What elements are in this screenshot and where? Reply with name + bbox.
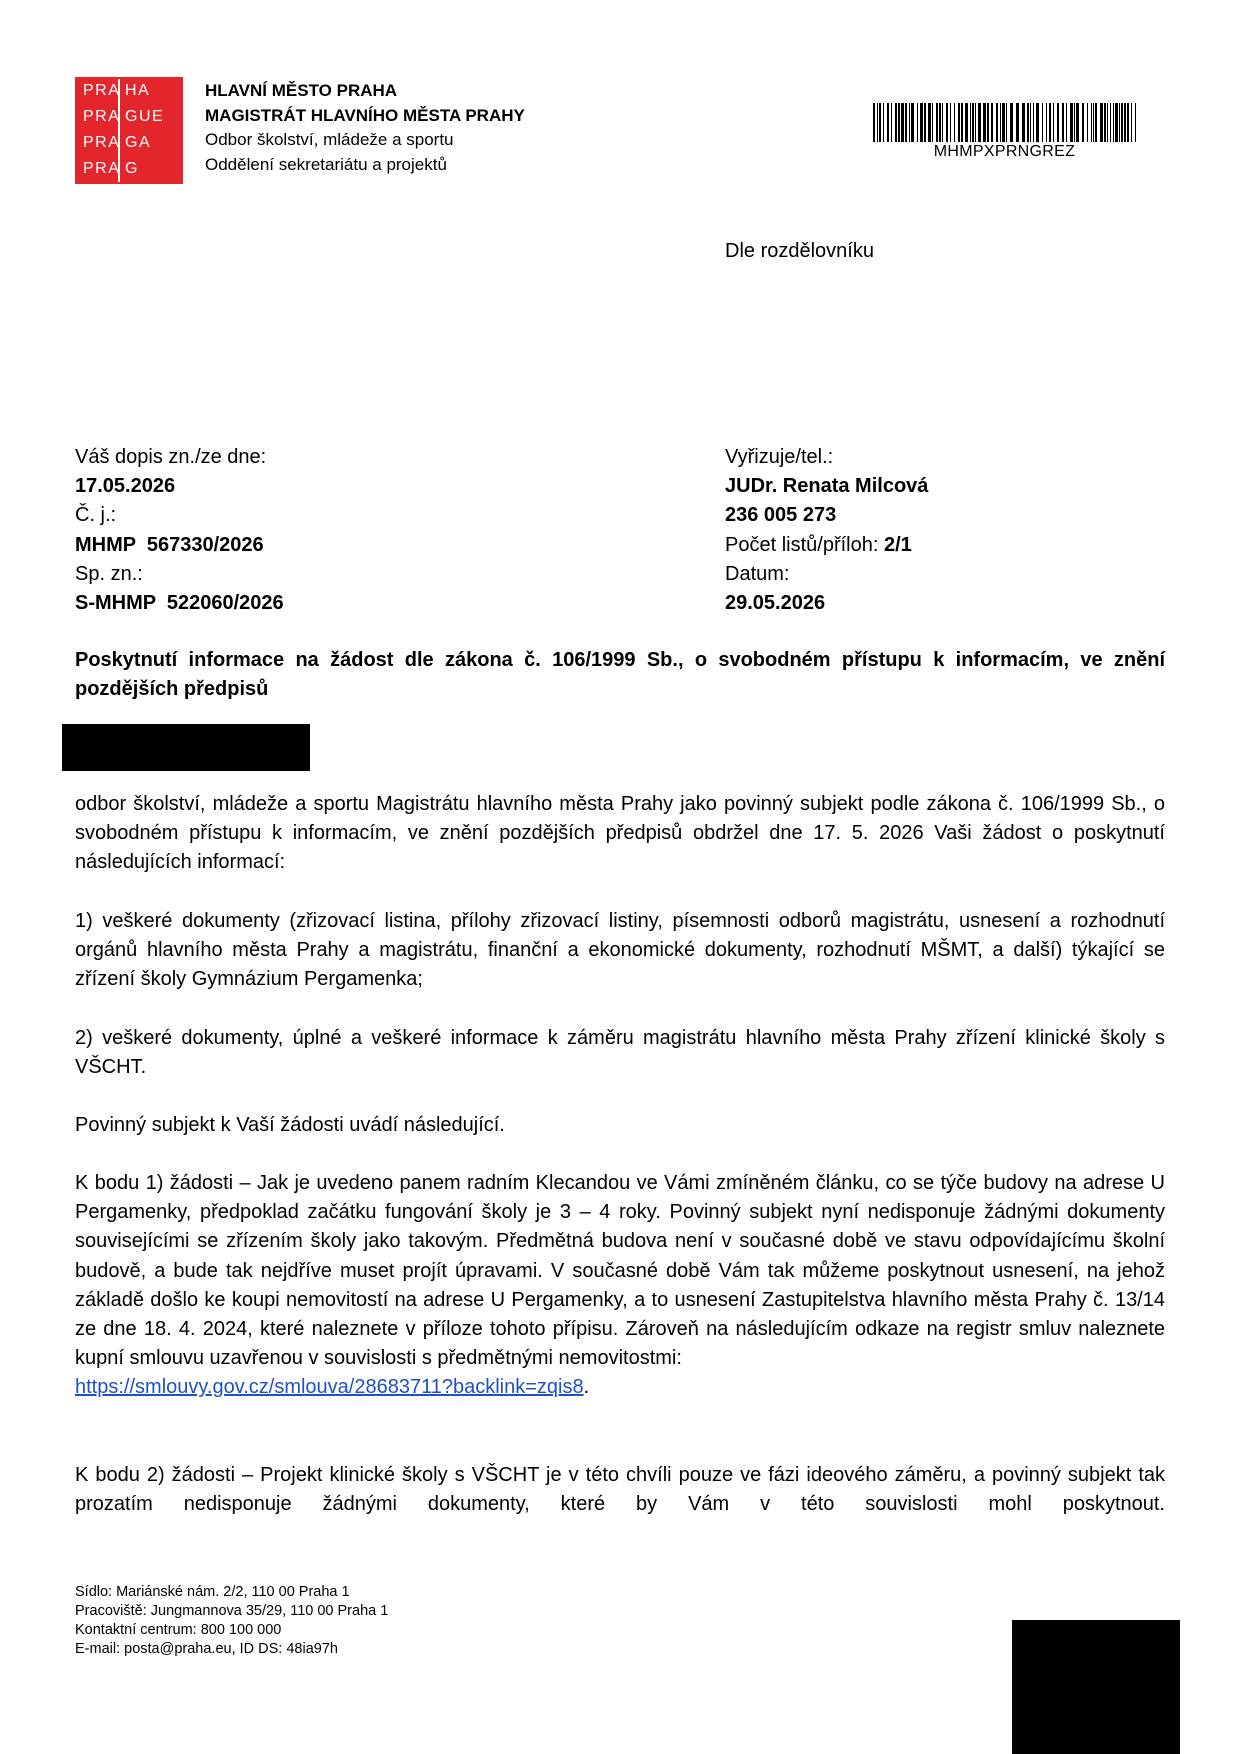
barcode-bar (1135, 103, 1136, 142)
barcode-bar (877, 103, 878, 142)
barcode-bar (905, 103, 907, 142)
barcode-bar (887, 103, 889, 142)
barcode-bar (917, 103, 918, 142)
barcode-bar (1107, 103, 1108, 142)
barcode-bar (1131, 103, 1132, 142)
barcode-bar (1074, 103, 1075, 142)
barcode-bar (1036, 103, 1039, 142)
section-name: Oddělení sekretariátu a projektů (205, 154, 447, 174)
request-item-2 (75, 1024, 1165, 1082)
answer-item-2 (75, 1461, 1165, 1519)
footer (75, 1583, 388, 1659)
logo-text: HA (125, 82, 151, 99)
barcode-bar (928, 103, 931, 142)
barcode-bar (978, 103, 981, 142)
barcode-bar (1093, 103, 1094, 142)
handler-name: JUDr. Renata Milcová (725, 475, 929, 498)
barcode-bar (879, 103, 881, 142)
barcode-bar (1030, 103, 1031, 142)
redacted-signature (1012, 1620, 1180, 1754)
footer-email: E-mail: posta@praha.eu, ID DS: 48ia97h (75, 1641, 338, 1657)
sheet-count-value: 2/1 (883, 533, 912, 556)
barcode-bar (1002, 103, 1005, 142)
logo-text: PRA (83, 160, 121, 177)
logo-text: G (125, 160, 139, 177)
logo-text: PRA (83, 134, 121, 151)
letter-subject: Poskytnutí informace na žádost dle zákona č. 106/1999 Sb., o svobodném přístupu k informacím, ve znění pozdějších předpisů (75, 649, 1165, 700)
barcode-bar (924, 103, 926, 142)
barcode-bar (965, 103, 968, 142)
barcode-bar (1100, 103, 1103, 142)
barcode-bar (891, 103, 892, 142)
link-line (75, 1373, 1165, 1402)
barcode-bar (1000, 103, 1001, 142)
barcode-bar (1115, 103, 1118, 142)
barcode-bar (909, 103, 910, 142)
barcode-bar (1091, 103, 1092, 142)
logo-text: GA (125, 134, 152, 151)
case-number-label: Č. j.: (75, 504, 117, 527)
letter-date: 29.05.2026 (725, 592, 826, 615)
barcode-bar (954, 103, 955, 142)
reference-block-left (75, 443, 284, 618)
paragraph: K bodu 1) žádosti – Jak je uvedeno panem radním Klecandou ve Vámi zmíněném článku, co se týče budovy na adrese U Pergamenky, předpoklad začátku fungování školy je 3 – 4 roky. Povinný subjekt nyní nedisponuje žádnými dokumenty souvisejícími se zřízením školy jako takovým. Předmětná budova není v současné době ve stavu odpovídajícímu školní budově, a bude tak nejdříve muset projít úpravami. V současné době Vám tak můžeme poskytnout usnesení, na jehož základě došlo ke koupi nemovitostí na adrese U Pergamenky, a to usnesení Zastupitelstva hlavního města Prahy č. 13/14 ze dne 18. 4. 2024, které naleznete v příloze tohoto přípisu. Zároveň na následujícím odkaze na registr smluv naleznete kupní smlouvu uzavřenou v souvislosti s předmětnými nemovitostmi: (75, 1172, 1165, 1370)
recipient-distribution: Dle rozdělovníku (725, 240, 874, 262)
barcode-bar (1010, 103, 1013, 142)
request-item-1 (75, 907, 1165, 995)
barcode-bar (932, 103, 933, 142)
barcode-bar (1042, 103, 1043, 142)
logo-text: PRA (83, 108, 121, 125)
barcode-bar (920, 103, 923, 142)
barcode-bar (1095, 103, 1097, 142)
footer-workplace: Pracoviště: Jungmannova 35/29, 110 00 Praha 1 (75, 1603, 389, 1619)
barcode-bar (961, 103, 963, 142)
barcode-bar (901, 103, 904, 142)
barcode-bar (1119, 103, 1120, 142)
logo-text: GUE (125, 108, 165, 125)
barcode-bar (975, 103, 976, 142)
barcode-bar (911, 103, 914, 142)
barcode-bar (883, 103, 884, 142)
footer-seat: Sídlo: Mariánské nám. 2/2, 110 00 Praha 1 (75, 1584, 350, 1600)
logo-row (75, 130, 183, 156)
barcode-bar (983, 103, 986, 142)
barcode-bar (1053, 103, 1054, 142)
barcode-bar (970, 103, 971, 142)
barcode-bar (939, 103, 941, 142)
barcode-bar (898, 103, 900, 142)
barcode-bar (1057, 103, 1059, 142)
org-name: HLAVNÍ MĚSTO PRAHA (205, 81, 398, 100)
barcode-bar (1066, 103, 1067, 142)
barcode-bar (996, 103, 998, 142)
barcode-bar (950, 103, 951, 142)
redacted-addressee (62, 724, 310, 771)
barcode-bar (1127, 103, 1129, 142)
case-number: MHMP 567330/2026 (75, 533, 264, 556)
barcode-bar (972, 103, 974, 142)
barcode-bar (1087, 103, 1088, 142)
barcode-image (873, 103, 1136, 142)
paragraph: K bodu 2) žádosti – Projekt klinické školy s VŠCHT je v této chvíli pouze ve fázi ideového záměru, a povinný subjekt tak prozatím nedisponuje žádnými dokumenty, které by Vám v této souvislosti mohl poskytnout. (75, 1464, 1165, 1516)
date-label: Datum: (725, 562, 790, 585)
barcode-bar (942, 103, 943, 142)
barcode-bar (895, 103, 897, 142)
body-intro (75, 790, 1165, 878)
barcode-bar (1006, 103, 1007, 142)
paragraph: 2) veškeré dokumenty, úplné a veškeré informace k záměru magistrátu hlavního města Prahy zřízení klinické školy s VŠCHT. (75, 1027, 1165, 1079)
your-letter-label: Váš dopis zn./ze dne: (75, 446, 267, 468)
barcode-bar (1046, 103, 1047, 142)
barcode-bar (1062, 103, 1064, 142)
barcode-bar (1070, 103, 1073, 142)
logo-row (75, 156, 183, 182)
reference-block-right (725, 443, 928, 618)
barcode-bar (873, 103, 875, 142)
handler-phone: 236 005 273 (725, 504, 837, 527)
link-suffix: . (583, 1376, 590, 1399)
barcode-bar (987, 103, 989, 142)
answer-item-1 (75, 1169, 1165, 1403)
barcode-bar (1033, 103, 1034, 142)
organization-header (205, 79, 525, 177)
barcode-bar (1124, 103, 1126, 142)
prague-logo (75, 77, 183, 184)
barcode-bar (1027, 103, 1029, 142)
barcode-bar (958, 103, 960, 142)
footer-contact: Kontaktní centrum: 800 100 000 (75, 1622, 282, 1638)
file-number-label: Sp. zn.: (75, 562, 143, 585)
barcode-bar (936, 103, 938, 142)
sheet-count (725, 531, 928, 560)
department-name: Odbor školství, mládeže a sportu (205, 130, 454, 149)
paragraph: 1) veškeré dokumenty (zřizovací listina, přílohy zřizovací listiny, písemnosti odborů magistrátu, usnesení a rozhodnutí orgánů hlavního města Prahy a magistrátu, finanční a ekonomické dokumenty, rozhodnutí MŠMT, a další) týkající se zřízení školy Gymnázium Pergamenka; (75, 910, 1165, 991)
sheet-count-label: Počet listů/příloh: (725, 533, 884, 556)
barcode-bar (1104, 103, 1106, 142)
response-statement (75, 1111, 1165, 1140)
barcode-bar (1121, 103, 1123, 142)
barcode-bar (946, 103, 948, 142)
paragraph: odbor školství, mládeže a sportu Magistrátu hlavního města Prahy jako povinný subjekt podle zákona č. 106/1999 Sb., o svobodném přístupu k informacím, ve znění pozdějších předpisů obdržel dne 17. 5. 2026 Vaši žádost o poskytnutí následujících informací: (75, 793, 1165, 874)
barcode-bar (1076, 103, 1079, 142)
logo-row (75, 104, 183, 130)
logo-row (75, 78, 183, 104)
handler-label: Vyřizuje/tel.: (725, 446, 834, 468)
barcode-bar (1049, 103, 1051, 142)
barcode-bar (1082, 103, 1084, 142)
barcode-bar (1022, 103, 1025, 142)
barcode-text: MHMPXPRNGREZ (933, 143, 1076, 160)
contract-registry-link[interactable]: https://smlouvy.gov.cz/smlouva/28683711?backlink=zqis8 (75, 1376, 584, 1399)
paragraph: Povinný subjekt k Vaší žádosti uvádí následující. (75, 1114, 505, 1136)
barcode-bar (991, 103, 993, 142)
barcode-bar (1113, 103, 1114, 142)
logo-text: PRA (83, 82, 121, 99)
magistrate-name: MAGISTRÁT HLAVNÍHO MĚSTA PRAHY (205, 105, 525, 125)
barcode-bar (1016, 103, 1019, 142)
your-letter-date: 17.05.2026 (75, 475, 176, 498)
file-number: S-MHMP 522060/2026 (75, 592, 284, 615)
barcode-bar (1110, 103, 1111, 142)
